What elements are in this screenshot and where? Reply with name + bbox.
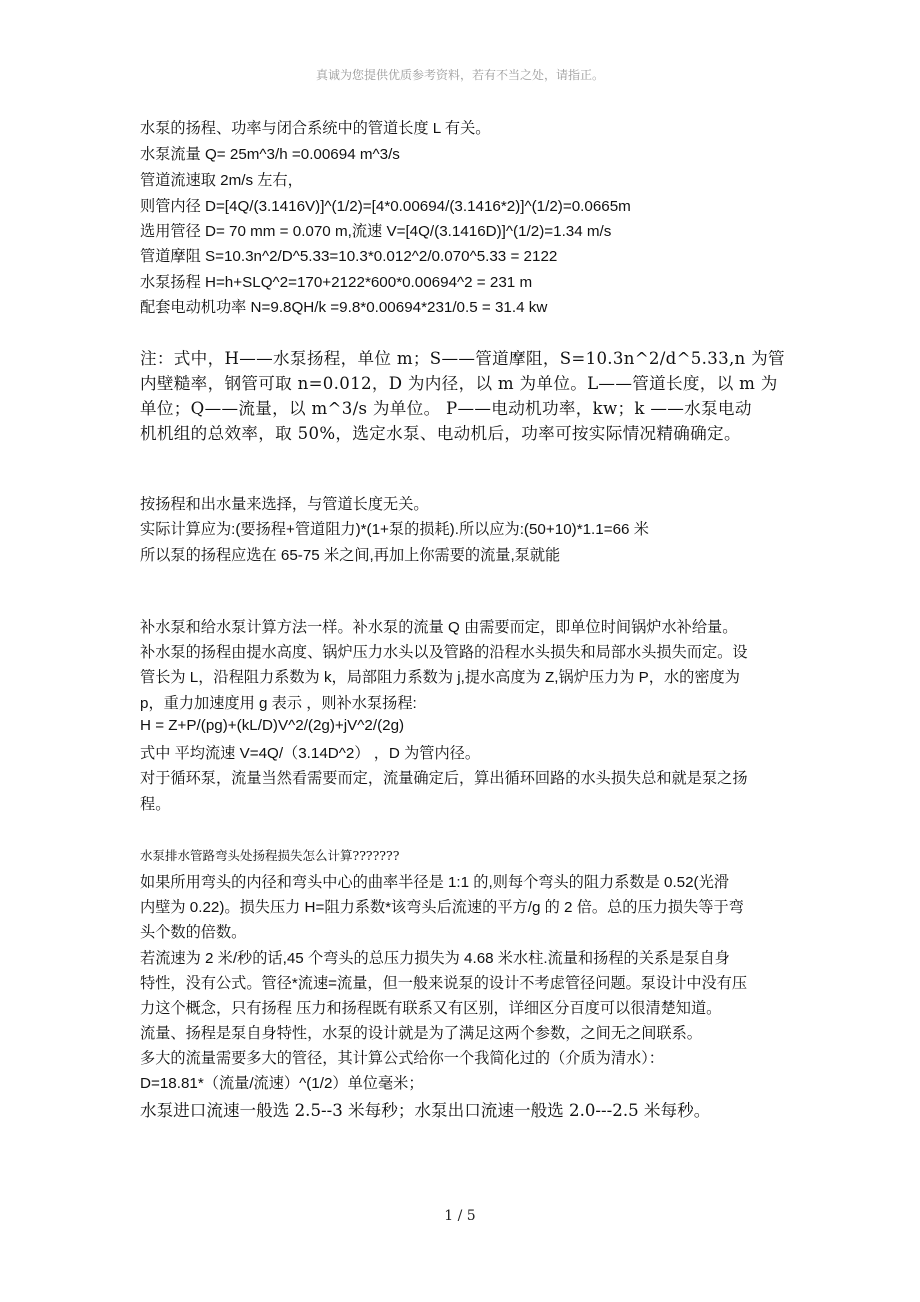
note-line: 内壁糙率，钢管可取 n=0.012，D 为内径，以 m 为单位。L——管道长度，以 m 为 xyxy=(140,374,778,393)
note-line: 注：式中，H——水泵扬程，单位 m；S——管道摩阻，S=10.3n^2/d^5.33,n 为管 xyxy=(140,349,785,368)
text-line: 管道摩阻 S=10.3n^2/D^5.33=10.3*0.012^2/0.070^5.33 = 2122 xyxy=(140,248,558,265)
text-line: 头个数的倍数。 xyxy=(140,924,247,941)
text-line: 管长为 L，沿程阻力系数为 k，局部阻力系数为 j,提水高度为 Z,锅炉压力为 P，水的密度为 xyxy=(140,669,740,686)
text-line: 力这个概念，只有扬程 压力和扬程既有联系又有区别，详细区分百度可以很清楚知道。 xyxy=(140,1000,722,1017)
question-title: 水泵排水管路弯头处扬程损失怎么计算??????? xyxy=(140,848,400,863)
text-line: 内壁为 0.22)。损失压力 H=阻力系数*该弯头后流速的平方/g 的 2 倍。总的压力损失等于弯 xyxy=(140,899,744,916)
text-line: 配套电动机功率 N=9.8QH/k =9.8*0.00694*231/0.5 = 31.4 kw xyxy=(140,299,548,316)
text-line: 特性，没有公式。管径*流速=流量，但一般来说泵的设计不考虑管径问题。泵设计中没有压 xyxy=(140,975,748,992)
page-number: 1 / 5 xyxy=(444,1208,476,1224)
text-line: 补水泵的扬程由提水高度、锅炉压力水头以及管路的沿程水头损失和局部水头损失而定。设 xyxy=(140,644,748,661)
text-line: 式中 平均流速 V=4Q/（3.14D^2） ，D 为管内径。 xyxy=(140,745,481,762)
text-line: 若流速为 2 米/秒的话,45 个弯头的总压力损失为 4.68 米水柱.流量和扬程的关系是泵自身 xyxy=(140,950,730,967)
text-line: 管道流速取 2m/s 左右， xyxy=(140,172,303,189)
formula-line: H = Z+P/(pg)+(kL/D)V^2/(2g)+jV^2/(2g) xyxy=(140,717,405,734)
text-line: p，重力加速度用 g 表示 ，则补水泵扬程: xyxy=(140,695,417,712)
text-line: 流量、扬程是泵自身特性，水泵的设计就是为了满足这两个参数，之间无之间联系。 xyxy=(140,1025,702,1042)
text-line: 程。 xyxy=(140,796,171,813)
page-header: 真诚为您提供优质参考资料，若有不当之处，请指正。 xyxy=(315,68,604,82)
text-line: 如果所用弯头的内径和弯头中心的曲率半径是 1:1 的,则每个弯头的阻力系数是 0.52(光滑 xyxy=(140,874,729,891)
text-line: 水泵进口流速一般选 2.5--3 米每秒；水泵出口流速一般选 2.0---2.5 米每秒。 xyxy=(140,1101,711,1120)
text-line: 按扬程和出水量来选择，与管道长度无关。 xyxy=(140,496,429,513)
text-line: 实际计算应为:(要扬程+管道阻力)*(1+泵的损耗).所以应为:(50+10)*1.1=66 米 xyxy=(140,521,649,538)
text-line: D=18.81*（流量/流速）^(1/2）单位毫米； xyxy=(140,1075,424,1092)
text-line: 则管内径 D=[4Q/(3.1416V)]^(1/2)=[4*0.00694/(3.1416*2)]^(1/2)=0.0665m xyxy=(140,198,631,215)
text-line: 补水泵和给水泵计算方法一样。补水泵的流量 Q 由需要而定，即单位时间锅炉水补给量。 xyxy=(140,619,738,636)
text-line: 所以泵的扬程应选在 65-75 米之间,再加上你需要的流量,泵就能 xyxy=(140,547,561,564)
note-line: 机机组的总效率，取 50%，选定水泵、电动机后，功率可按实际情况精确确定。 xyxy=(140,424,741,443)
text-line: 多大的流量需要多大的管径，其计算公式给你一个我简化过的（介质为清水）： xyxy=(140,1050,664,1067)
text-line: 水泵扬程 H=h+SLQ^2=170+2122*600*0.00694^2 = 231 m xyxy=(140,274,533,291)
text-line: 水泵流量 Q= 25m^3/h =0.00694 m^3/s xyxy=(140,146,400,163)
note-line: 单位；Q——流量，以 m^3/s 为单位。 P——电动机功率，kw；k ——水泵电动 xyxy=(140,399,752,418)
text-line: 选用管径 D= 70 mm = 0.070 m,流速 V=[4Q/(3.1416D)]^(1/2)=1.34 m/s xyxy=(140,223,612,240)
text-line: 水泵的扬程、功率与闭合系统中的管道长度 L 有关。 xyxy=(140,120,491,137)
text-line: 对于循环泵，流量当然看需要而定，流量确定后，算出循环回路的水头损失总和就是泵之扬 xyxy=(140,770,748,787)
